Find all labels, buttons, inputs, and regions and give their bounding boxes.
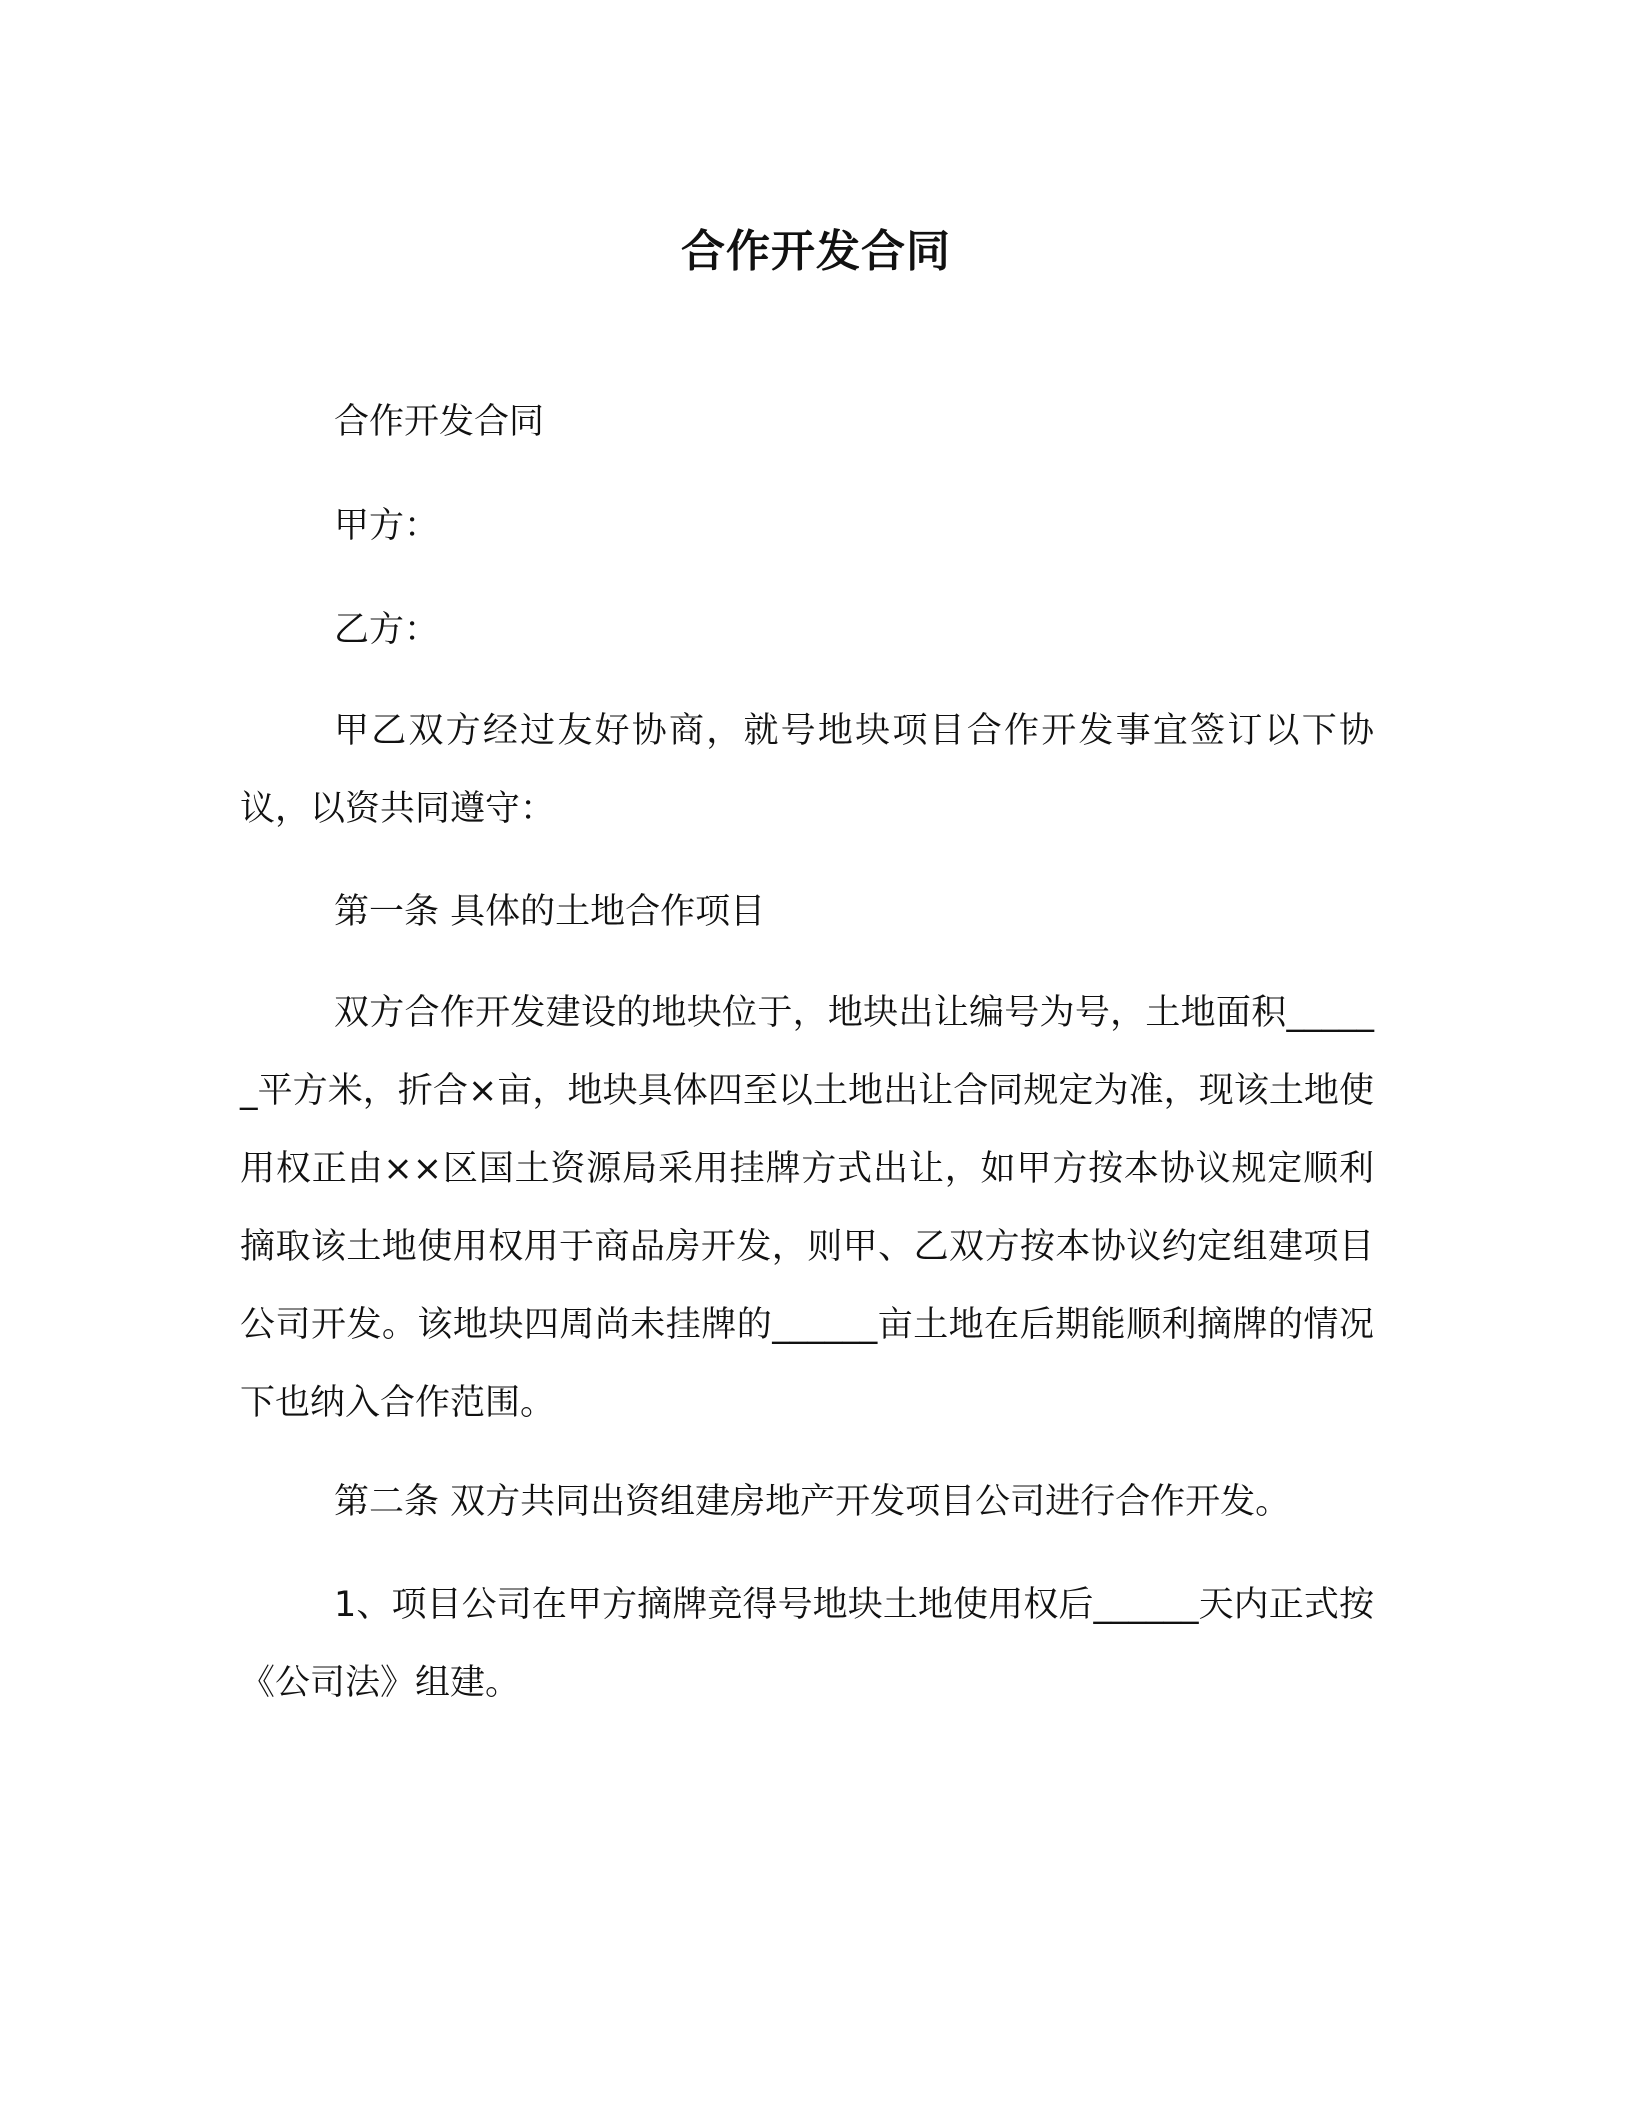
preamble-paragraph: 甲乙双方经过友好协商，就号地块项目合作开发事宜签订以下协议，以资共同遵守： [240, 711, 1374, 829]
article-1-block [240, 974, 1374, 1442]
party-a-label: 甲方： [334, 506, 440, 546]
article-2-item-1: 1、项目公司在甲方摘牌竞得号地块土地使用权后______天内正式按《公司法》组建。 [240, 1585, 1374, 1703]
document-title: 合作开发合同 [681, 226, 951, 277]
article-2-block [240, 1566, 1374, 1722]
article-1-heading: 第一条 具体的土地合作项目 [334, 892, 766, 932]
article-2-heading: 第二条 双方共同出资组建房地产开发项目公司进行合作开发。 [334, 1482, 1291, 1522]
article-1-paragraph: 双方合作开发建设的地块位于，地块出让编号为号，土地面积______平方米，折合×亩，地块具体四至以土地出让合同规定为准，现该土地使用权正由××区国土资源局采用挂牌方式出让，如甲方按本协议规定顺利摘取该土地使用权用于商品房开发，则甲、乙双方按本协议约定组建项目公司开发。该地块四周尚未挂牌的______亩土地在后期能顺利摘牌的情况下也纳入合作范围。 [240, 993, 1374, 1423]
preamble-block [240, 692, 1374, 848]
document-subtitle: 合作开发合同 [334, 402, 545, 442]
party-b-label: 乙方： [334, 610, 440, 650]
